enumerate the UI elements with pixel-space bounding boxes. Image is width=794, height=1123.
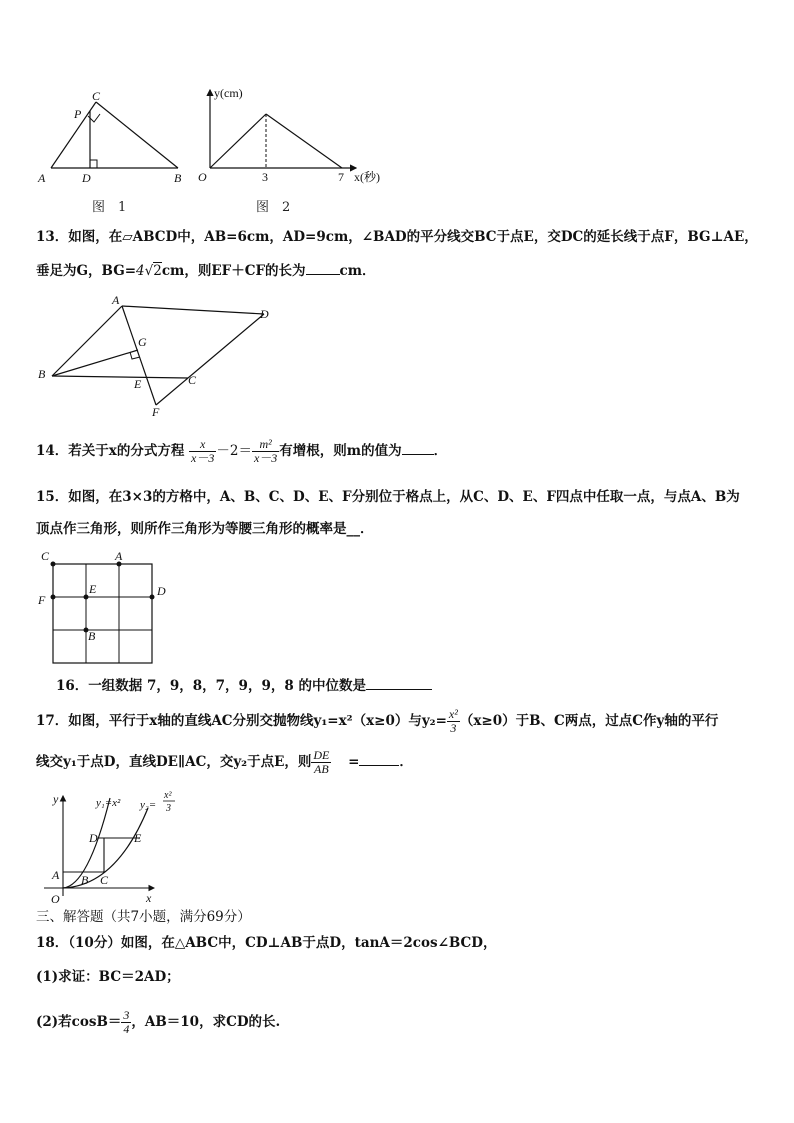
q15-line1: 15．如图，在3×3的方格中，A、B、C、D、E、F分别位于格点上，从C、D、E、F四点中任取一点，与点A、B为 [36,489,740,505]
figure-2-caption: 图 2 [256,200,291,215]
figure-1-triangle [36,90,196,190]
y2-label: y₂= [140,799,157,811]
y-axis-label: y(cm) [214,86,243,100]
q17-fraction-ratio: $\frac{DE}{AB}$ [313,748,330,776]
label-D: D [260,307,269,321]
label-A: A [52,868,60,882]
section-3-heading: 三、解答题（共7小题，满分69分） [36,909,251,925]
x-axis-label: x [146,891,152,905]
label-B: B [174,171,182,185]
q15-line2: 顶点作三角形，则所作三角形为等腰三角形的概率是__． [36,521,374,537]
figure-1-caption: 图 1 [92,200,127,215]
q14-answer-blank[interactable] [402,454,434,455]
q13-line1: 13．如图，在▱ABCD中，AB=6cm，AD=9cm，∠BAD的平分线交BC于点E，交DC的延长线于点F，BG⊥AE， [36,229,758,245]
x-axis-label: x(秒) [354,170,380,184]
label-E: E [134,831,142,845]
tick-7: 7 [338,170,344,184]
q13-line2: 垂足为G，BG=4√2cm，则EF＋CF的长为 cm． [36,263,376,279]
label-D: D [82,171,91,185]
q18-line3: (2)若cosB＝ $\frac{3}{4}$ ，AB＝10，求CD的长. [36,1008,281,1036]
label-C: C [41,549,50,563]
label-P: P [74,107,82,121]
label-C: C [92,89,101,103]
y2-num: x² [164,790,172,801]
label-F: F [152,405,160,419]
label-D: D [89,831,98,845]
label-A: A [38,171,46,185]
q15-grid-figure [36,548,176,668]
origin-label: O [198,170,207,184]
q13-answer-blank[interactable] [306,274,340,275]
label-F: F [38,593,46,607]
q17-line1: 17．如图，平行于x轴的直线AC分别交抛物线y₁=x²（x≥0）与y₂= $\frac{\text{x²}}{3}$ （x≥0）于B、C两点，过点C作y轴的平行 [36,707,719,735]
q18-line2: (1)求证：BC＝2AD； [36,969,180,985]
q14-fraction-left: $\frac{x}{x-3}$ [191,437,215,465]
q16-line: 16．一组数据 7，9，8，7，9，9，8 的中位数是 [56,677,432,695]
label-E: E [134,377,142,391]
label-G: G [138,335,147,349]
label-D: D [157,584,166,598]
y2-den: 3 [166,803,171,814]
q17-line2: 线交y₁于点D，直线DE∥AC，交y₂于点E，则 $\frac{DE}{AB}$ = ． [36,748,413,776]
q13-parallelogram-figure [36,290,286,420]
label-A: A [112,293,120,307]
label-E: E [89,582,97,596]
y1-label: y₁=x² [96,797,121,809]
y-axis-label: y [53,792,59,806]
q18-fraction: $\frac{3}{4}$ [123,1008,130,1036]
q14-fraction-right: $\frac{\text{m²}}{x-3}$ [253,437,278,465]
origin-label: O [51,892,60,906]
tick-3: 3 [262,170,268,184]
label-C: C [188,373,197,387]
q17-answer-blank[interactable] [359,765,399,766]
label-A: A [115,549,123,563]
label-B: B [88,629,96,643]
q16-answer-blank[interactable] [366,689,432,690]
label-B: B [38,367,46,381]
figure-2-graph [196,84,396,190]
label-C: C [100,873,109,887]
label-B: B [81,873,89,887]
q17-fraction-y2: $\frac{\text{x²}}{3}$ [448,707,458,735]
q17-parabola-figure [36,786,196,906]
q14-line: 14．若关于x的分式方程 $\frac{x}{x-3}$ －2＝ $\frac{\text{m²}}{x-3}$ 有增根，则m的值为 ． [36,437,448,465]
q18-line1: 18．（10分）如图，在△ABC中，CD⊥AB于点D，tanA＝2cos∠BCD， [36,935,497,951]
